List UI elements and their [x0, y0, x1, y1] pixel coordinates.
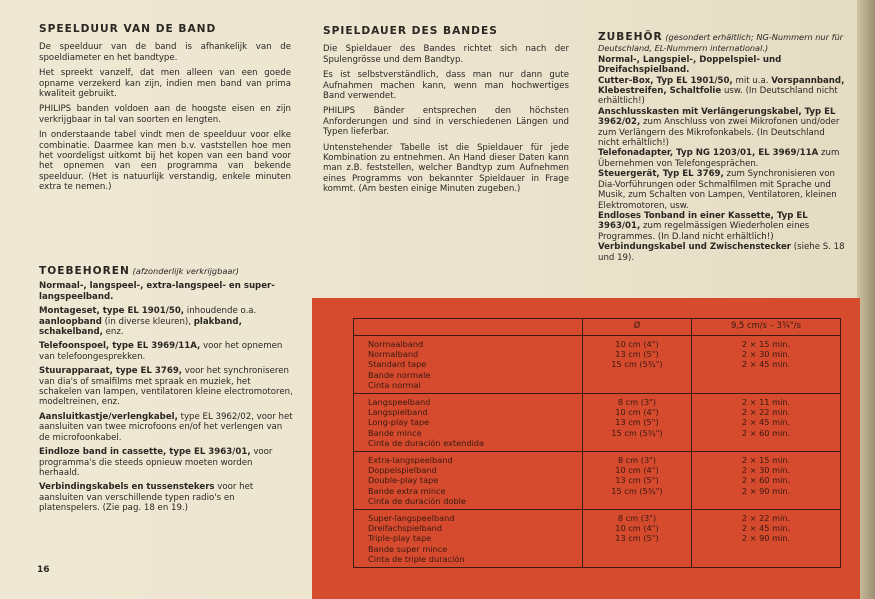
table-row — [354, 394, 841, 452]
reel-sizes-cell — [583, 510, 692, 568]
reel-size: 10 cm (4") — [615, 523, 659, 534]
reel-sizes-cell — [583, 336, 692, 394]
german-section — [323, 26, 569, 200]
item-name: Normaal-, langspeel-, extra-langspeel- en super-langspeelband. — [39, 281, 275, 302]
item-text: voor het opnemen van telefoongesprekken. — [39, 341, 283, 362]
zubehoer-item — [598, 76, 848, 107]
reel-size: 13 cm (5") — [615, 349, 659, 360]
item-name: Normal-, Langspiel-, Doppelspiel- und Dreifachspielband. — [598, 54, 782, 76]
reel-sizes-cell — [583, 452, 692, 510]
table-row — [354, 452, 841, 510]
tape-type-name: Langspeelband — [368, 397, 431, 408]
item-name: Vorspannband, Klebestreifen, Schaltfolie — [598, 75, 845, 97]
item-text: zum Übernehmen von Telefongesprächen. — [598, 148, 840, 169]
tape-type-names-cell — [354, 510, 583, 568]
zubehoer-item — [598, 169, 848, 211]
tape-type-name: Normaalband — [368, 339, 424, 349]
tape-type-name: Triple-play tape — [368, 533, 432, 544]
zubehoer-item — [598, 148, 848, 169]
item-name: Verbindingskabels en tussenstekers — [39, 482, 215, 493]
tape-type-name: Bande mince — [368, 427, 422, 438]
reel-size: 15 cm (5¾") — [611, 485, 663, 496]
item-name: Steuergerät, Typ EL 3769, — [598, 169, 724, 180]
german-paragraph: Die Spieldauer des Bandes richtet sich nach der Spulengrösse und dem Bandtyp. — [323, 44, 569, 65]
item-name: aanloopband — [39, 316, 102, 327]
playing-times-cell — [692, 452, 841, 510]
toebehoren-section — [39, 266, 295, 518]
item-text: (in diverse kleuren), — [101, 316, 194, 327]
playing-times-cell — [692, 510, 841, 568]
table-row — [354, 510, 841, 568]
playing-time: 2 × 45 min. — [741, 417, 791, 428]
item-name: Montageset, type EL 1901/50, — [39, 306, 185, 317]
playing-time-table — [353, 318, 841, 568]
playing-time: 2 × 60 min. — [741, 475, 791, 486]
toebehoren-item — [39, 412, 295, 443]
item-text: type EL 3962/02, voor het aansluiten van twee microfoons en/of het verlengen van de microfoonkabel. — [39, 411, 293, 443]
zubehoer-heading — [598, 32, 848, 55]
reel-size: 13 cm (5") — [615, 417, 659, 428]
reel-size: 15 cm (5¾") — [611, 359, 663, 370]
item-name: Endloses Tonband in einer Kassette, Typ EL 3963/01, — [598, 210, 808, 232]
tape-type-names-cell — [354, 452, 583, 510]
zubehoer-section — [598, 32, 848, 263]
zubehoer-title: ZUBEHÖR — [598, 31, 663, 43]
german-paragraph: Es ist selbstverständlich, dass man nur dann gute Aufnahmen machen kann, wenn man hochwertiges Band verwendet. — [323, 70, 569, 102]
item-text: voor het aansluiten van verschillende typen radio's en platenspelers. (Zie pag. 18 en 19.) — [39, 482, 254, 514]
reel-size: 15 cm (5¾") — [611, 427, 663, 438]
dutch-paragraph: De speelduur van de band is afhankelijk van de spoeldiameter en het bandtype. — [39, 42, 291, 63]
playing-time: 2 × 22 min. — [741, 407, 791, 418]
dutch-title: SPEELDUUR VAN DE BAND — [39, 23, 217, 35]
zubehoer-item — [598, 107, 848, 149]
playing-time: 2 × 45 min. — [741, 359, 791, 370]
item-text: voor programma's die steeds opnieuw moeten worden herhaald. — [39, 447, 273, 478]
table-body — [354, 336, 841, 568]
dutch-paragraph: Het spreekt vanzelf, dat men alleen van een goede opname verzekerd kan zijn, indien men band van prima kwaliteit gebruikt. — [39, 68, 291, 100]
item-text: voor het synchroniseren van dia's of smalfilms met spraak en muziek, het schakelen van lampen, ventilatoren kleine electromotoren, modeltreinen, enz. — [39, 366, 293, 408]
tape-type-name: Langspielband — [368, 407, 428, 418]
item-name: Telefoonspoel, type EL 3969/11A, — [39, 341, 201, 352]
item-text: zum Anschluss von zwei Mikrofonen und/oder zum Verlängern des Mikrofonkabels. (In Deutschland nicht erhältlich!) — [598, 117, 840, 149]
reel-size: 8 cm (3") — [617, 397, 657, 408]
item-name: Telefonadapter, Typ NG 1203/01, EL 3969/11A — [598, 148, 819, 159]
tape-type-name: Double-play tape — [368, 475, 439, 486]
zubehoer-item — [598, 55, 848, 76]
item-name: Verbindungskabel und Zwischenstecker — [598, 242, 792, 253]
item-text: usw. (In Deutschland nicht erhältlich!) — [598, 86, 838, 107]
tape-type-name: Standard tape — [368, 359, 427, 370]
header-tape-type — [354, 319, 583, 336]
playing-time: 2 × 30 min. — [741, 465, 791, 476]
header-reel-size: Ø — [583, 319, 692, 336]
item-name: Anschlusskasten mit Verlängerungskabel, Typ EL 3962/02, — [598, 106, 836, 128]
playing-times-cell — [692, 394, 841, 452]
tape-type-name: Cinta de duración extendida — [368, 437, 485, 448]
playing-time: 2 × 60 min. — [741, 427, 791, 438]
reel-sizes-cell — [583, 394, 692, 452]
german-paragraph: Untenstehender Tabelle ist die Spieldauer für jede Kombination zu entnehmen. An Hand dieser Daten kann man z.B. feststellen, welcher Bandtyp zum Aufnehmen eines Programms von bekannter Spieldauer in Frage kommt. (Am besten einige Minuten zugeben.) — [323, 142, 569, 195]
tape-type-name: Bande normale — [368, 369, 431, 380]
item-name: Cutter-Box, Typ EL 1901/50, — [598, 75, 733, 86]
item-name: plakband, schakelband, — [39, 316, 242, 338]
zubehoer-note: (gesondert erhältlich; NG-Nummern nur für Deutschland, EL-Nummern international.) — [598, 32, 844, 54]
dutch-paragraph: In onderstaande tabel vindt men de speelduur voor elke combinatie. Daarmee kan men b.v. vaststellen hoe men het voordeligst uitkomt bij het kopen van een band voor het opnemen van een programma van bekende speelduur. (Het is natuurlijk verstandig, enkele minuten extra te nemen.) — [39, 130, 291, 193]
toebehoren-item — [39, 366, 295, 408]
toebehoren-item — [39, 341, 295, 362]
page-number: 16 — [37, 565, 50, 575]
toebehoren-heading — [39, 266, 295, 277]
playing-time: 2 × 11 min. — [741, 397, 791, 408]
playing-time: 2 × 22 min. — [741, 513, 791, 524]
toebehoren-item — [39, 281, 295, 302]
dutch-paragraph: PHILIPS banden voldoen aan de hoogste eisen en zijn verkrijgbaar in tal van soorten en lengten. — [39, 104, 291, 125]
table-header-row — [354, 319, 841, 336]
german-paragraph: PHILIPS Bänder entsprechen den höchsten Anforderungen und sind in verschiedenen Längen und Typen lieferbar. — [323, 106, 569, 138]
german-title: SPIELDAUER DES BANDES — [323, 25, 498, 37]
reel-size: 8 cm (3") — [617, 455, 657, 466]
toebehoren-item — [39, 306, 295, 337]
table-row — [354, 336, 841, 394]
playing-time: 2 × 15 min. — [741, 455, 791, 466]
toebehoren-note: (afzonderlijk verkrijgbaar) — [132, 266, 239, 276]
playing-time: 2 × 30 min. — [741, 349, 791, 360]
tape-type-name: Extra-langspeelband — [368, 455, 453, 466]
tape-type-names-cell — [354, 394, 583, 452]
item-name: Eindloze band in cassette, type EL 3963/01, — [39, 447, 251, 458]
tape-type-name: Cinta de duración doble — [368, 495, 466, 506]
item-name: Aansluitkastje/verlengkabel, — [39, 411, 178, 422]
reel-size: 13 cm (5") — [615, 533, 659, 544]
reel-size: 10 cm (4") — [615, 339, 659, 349]
playing-times-cell — [692, 336, 841, 394]
tape-type-name: Bande super mince — [368, 543, 448, 554]
tape-type-name: Long-play tape — [368, 417, 430, 428]
item-text: zum regelmässigen Wiederholen eines Programmes. (In D.land nicht erhältlich!) — [598, 221, 810, 242]
item-text: inhoudende o.a. — [184, 306, 257, 317]
playing-time: 2 × 90 min. — [741, 485, 791, 496]
tape-type-name: Doppelspielband — [368, 465, 437, 476]
playing-time: 2 × 45 min. — [741, 523, 791, 534]
tape-type-names-cell — [354, 336, 583, 394]
playing-time: 2 × 15 min. — [741, 339, 791, 349]
reel-size: 10 cm (4") — [615, 407, 659, 418]
tape-type-name: Cinta de triple duración — [368, 553, 465, 564]
header-speed: 9,5 cm/s – 3¾"/s — [692, 319, 841, 336]
reel-size: 8 cm (3") — [617, 513, 657, 524]
zubehoer-item — [598, 242, 848, 263]
toebehoren-item — [39, 447, 295, 478]
item-text: enz. — [102, 327, 124, 338]
tape-type-name: Dreifachspielband — [368, 523, 443, 534]
tape-type-name: Super-langspeelband — [368, 513, 455, 524]
tape-type-name: Bande extra mince — [368, 485, 446, 496]
item-text: (siehe S. 18 und 19). — [598, 242, 845, 263]
playing-time: 2 × 90 min. — [741, 533, 791, 544]
item-text: mit u.a. — [732, 75, 772, 86]
item-name: Stuurapparaat, type EL 3769, — [39, 366, 183, 377]
reel-size: 13 cm (5") — [615, 475, 659, 486]
tape-type-name: Normalband — [368, 349, 419, 360]
reel-size: 10 cm (4") — [615, 465, 659, 476]
toebehoren-title: TOEBEHOREN — [39, 265, 130, 277]
zubehoer-item — [598, 211, 848, 242]
tape-type-name: Cinta normal — [368, 379, 421, 390]
item-text: zum Synchronisieren von Dia-Vorführungen oder Schmalfilmen mit Sprache und Musik, zum Schalten von Lampen, Ventilatoren, kleinen Elektromotoren, usw. — [598, 169, 837, 211]
dutch-section — [39, 24, 291, 198]
toebehoren-item — [39, 482, 295, 513]
